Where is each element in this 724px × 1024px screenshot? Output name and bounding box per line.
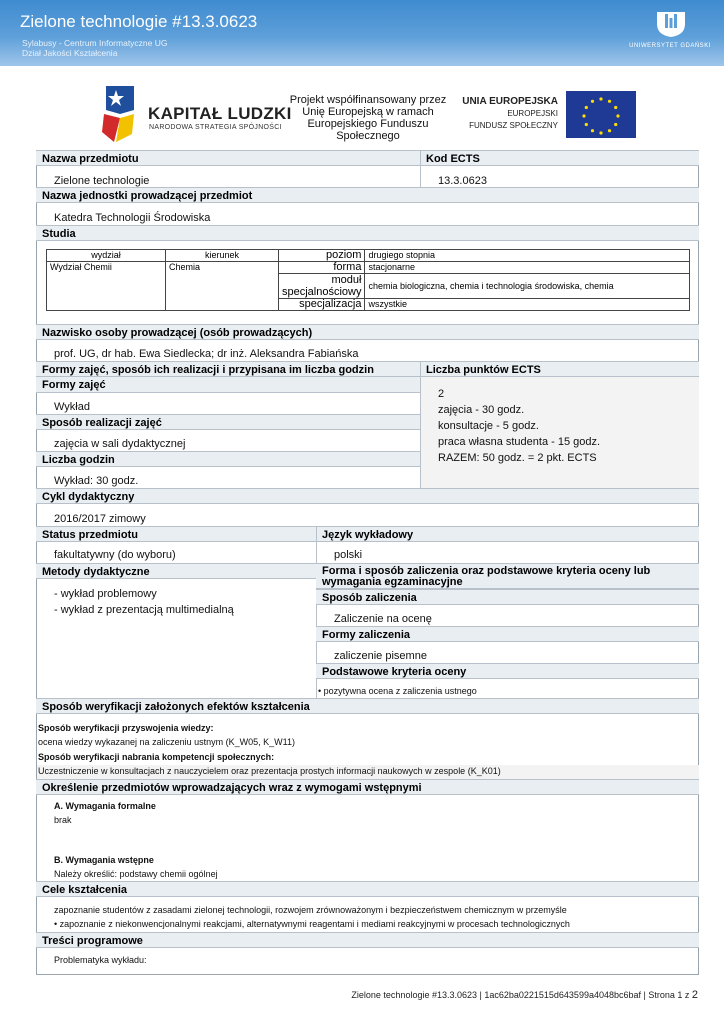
ects-line: praca własna studenta - 15 godz. [438, 436, 601, 448]
page-footer [351, 989, 698, 1001]
header-sub2: Dział Jakości Kształcenia [22, 48, 118, 58]
value-wer-komp: Uczestniczenie w konsultacjach z nauczycielem oraz prezentacja prostych informacji naukowych w zespole (K_K01) [38, 766, 501, 776]
ects-line: konsultacje - 5 godz. [438, 420, 539, 432]
label-metody: Metody dydaktyczne [36, 563, 316, 579]
studia-key: moduł specjalnościowy [279, 274, 365, 299]
label-wer-komp: Sposób weryfikacji nabrania kompetencji społecznych: [38, 752, 275, 762]
studia-wydzial: Wydział Chemii [47, 262, 166, 311]
value-kod: 13.3.0623 [438, 175, 487, 187]
page-header [0, 0, 724, 66]
label-cykl: Cykl dydaktyczny [36, 488, 699, 504]
label-kryteria: Podstawowe kryteria oceny [316, 663, 699, 679]
value-metody [54, 586, 234, 618]
value-wer-wiedzy: ocena wiedzy wykazanej na zaliczeniu ustnym (K_W05, K_W11) [38, 737, 295, 747]
studia-kierunek: Chemia [166, 262, 279, 311]
page-title: Zielone technologie #13.3.0623 [20, 12, 258, 31]
value-cele-1: zapoznanie studentów z zasadami zielonej technologii, rozwojem zrównoważonym i bezpieczeństwem chemicznym w przemyśle [54, 905, 567, 915]
eu-line2: EUROPEJSKI [507, 109, 558, 118]
label-tresci: Treści programowe [36, 932, 699, 948]
ug-name: UNIWERSYTET GDAŃSKI [629, 43, 711, 49]
ects-line: RAZEM: 50 godz. = 2 pkt. ECTS [438, 452, 597, 464]
value-sposob-zal: Zaliczenie na ocenę [334, 613, 432, 625]
label-wym-a: A. Wymagania formalne [54, 801, 156, 811]
label-kod: Kod ECTS [420, 150, 699, 166]
value-cele-2: • zapoznanie z niekonwencjonalnymi reakcjami, alternatywnymi reagentami i mediami reakcyjnymi w procesach technologicznych [54, 919, 570, 929]
value-kryteria: • pozytywna ocena z zaliczenia ustnego [318, 686, 477, 696]
label-weryfikacja: Sposób weryfikacji założonych efektów kształcenia [36, 698, 699, 714]
label-jezyk: Język wykładowy [316, 526, 699, 542]
label-godzin: Liczba godzin [36, 451, 420, 467]
label-formy: Formy zajęć [36, 377, 420, 393]
studia-value: stacjonarne [365, 262, 690, 274]
label-sposob: Sposób realizacji zajęć [36, 414, 420, 430]
label-wymagania: Określenie przedmiotów wprowadzających wraz z wymogami wstępnymi [36, 779, 699, 795]
footer-pages: 2 [691, 989, 698, 1001]
label-nazwa: Nazwa przedmiotu [36, 150, 420, 166]
value-nazwa: Zielone technologie [54, 175, 150, 187]
value-jednostka: Katedra Technologii Środowiska [54, 212, 211, 224]
eu-text [452, 96, 558, 132]
value-godzin: Wykład: 30 godz. [54, 475, 139, 487]
studia-value: wszystkie [365, 299, 690, 311]
label-formy-title: Formy zajęć, sposób ich realizacji i przypisana im liczba godzin [36, 361, 420, 377]
label-wym-b: B. Wymagania wstępne [54, 855, 154, 865]
value-sposob: zajęcia w sali dydaktycznej [54, 438, 186, 450]
metody-item: - wykład problemowy [54, 588, 157, 600]
footer-text: Zielone technologie #13.3.0623 | 1ac62ba0221515d643599a4048bc6baf | Strona 1 z [351, 990, 692, 1000]
eu-line1: UNIA EUROPEJSKA [462, 96, 558, 107]
value-status: fakultatywny (do wyboru) [54, 549, 176, 561]
value-cykl: 2016/2017 zimowy [54, 513, 146, 525]
studia-value: chemia biologiczna, chemia i technologia środowiska, chemia [365, 274, 690, 299]
value-ects [438, 386, 600, 466]
eu-line3: FUNDUSZ SPOŁECZNY [469, 121, 558, 130]
kl-subtitle: NARODOWA STRATEGIA SPÓJNOŚCI [149, 124, 282, 131]
studia-table [46, 249, 690, 311]
studia-header-wydzial: wydział [47, 250, 166, 262]
label-prowadzacy: Nazwisko osoby prowadzącej (osób prowadzących) [36, 324, 699, 340]
label-wer-wiedzy: Sposób weryfikacji przyswojenia wiedzy: [38, 723, 214, 733]
value-prowadzacy: prof. UG, dr hab. Ewa Siedlecka; dr inż. Aleksandra Fabiańska [54, 348, 359, 360]
divider [420, 150, 421, 187]
label-status: Status przedmiotu [36, 526, 316, 542]
label-formy-zal: Formy zaliczenia [316, 626, 699, 642]
header-subtitle [22, 38, 168, 58]
label-jednostka: Nazwa jednostki prowadzącej przedmiot [36, 187, 699, 203]
label-forma-zal: Forma i sposób zaliczenia oraz podstawowe kryteria oceny lub wymagania egzaminacyjne [316, 563, 699, 589]
kapital-ludzki-logo-icon [100, 84, 136, 144]
ug-logo-icon [653, 8, 689, 38]
studia-value: drugiego stopnia [365, 250, 690, 262]
label-sposob-zal: Sposób zaliczenia [316, 589, 699, 605]
kl-title: KAPITAŁ LUDZKI [148, 104, 292, 123]
header-sub1: Sylabusy - Centrum Informatyczne UG [22, 38, 168, 48]
value-wym-b: Należy określić: podstawy chemii ogólnej [54, 869, 218, 879]
ects-line: zajęcia - 30 godz. [438, 404, 525, 416]
value-formy-zal: zaliczenie pisemne [334, 650, 427, 662]
label-ects: Liczba punktów ECTS [420, 361, 699, 377]
studia-header-kierunek: kierunek [166, 250, 279, 262]
label-cele: Cele kształcenia [36, 881, 699, 897]
value-tresci: Problematyka wykładu: [54, 955, 147, 965]
eu-flag-icon [566, 91, 636, 138]
studia-key: poziom [279, 250, 365, 262]
project-note: Projekt współfinansowany przez Unię Europejską w ramach Europejskiego Funduszu Społecznego [289, 94, 447, 142]
label-studia: Studia [36, 225, 699, 241]
studia-key: specjalizacja [279, 299, 365, 311]
ects-line: 2 [438, 388, 445, 400]
value-wym-a: brak [54, 815, 72, 825]
metody-item: - wykład z prezentacją multimedialną [54, 604, 234, 616]
value-jezyk: polski [334, 549, 363, 561]
value-formy: Wykład [54, 401, 90, 413]
studia-key: forma [279, 262, 365, 274]
